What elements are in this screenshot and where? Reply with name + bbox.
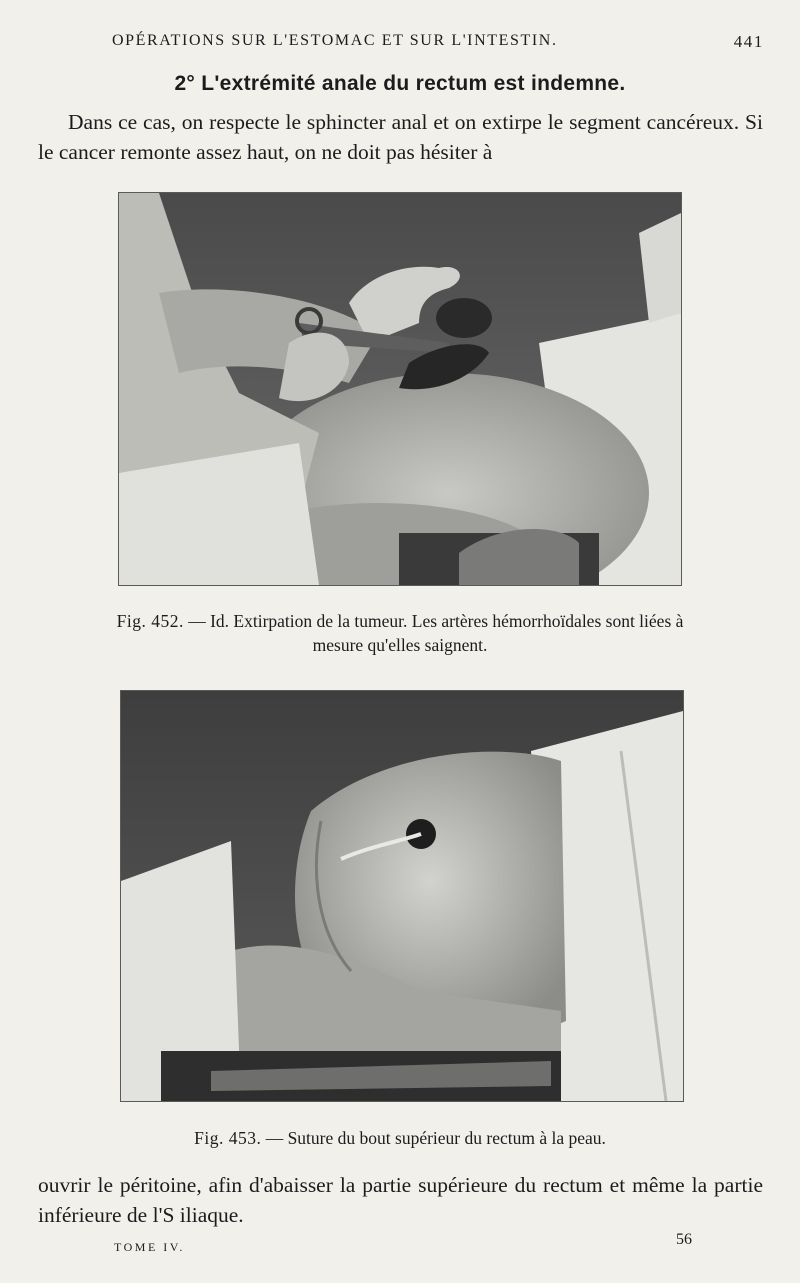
figure-453-caption <box>100 1126 700 1150</box>
volume-mark: TOME IV. <box>114 1240 185 1254</box>
running-header <box>40 32 770 56</box>
section-heading: 2° L'extrémité anale du rectum est indemne. <box>174 72 626 95</box>
figure-452-photo <box>118 192 682 586</box>
figure-453-label: Fig. 453. <box>194 1128 262 1148</box>
signature-mark: 56 <box>676 1231 692 1248</box>
surgery-photo-tumor-extirpation <box>119 193 681 585</box>
figure-453-caption-text: — Suture du bout supérieur du rectum à la peau. <box>265 1128 606 1148</box>
figure-452-caption <box>100 609 700 657</box>
running-title: OPÉRATIONS SUR L'ESTOMAC ET SUR L'INTESTIN. <box>112 32 558 49</box>
surgery-photo-suture <box>121 691 683 1101</box>
page-number: 441 <box>733 32 764 51</box>
paragraph-top: Dans ce cas, on respecte le sphincter anal et on extirpe le segment cancéreux. Si le cancer remonte assez haut, on ne doit pas hésiter à <box>38 110 763 164</box>
figure-452-label: Fig. 452. <box>116 611 184 631</box>
figure-452-caption-text: — Id. Extirpation de la tumeur. Les artères hémorrhoïdales sont liées à mesure qu'elles saignent. <box>188 611 684 655</box>
figure-453-photo <box>120 690 684 1102</box>
paragraph-bottom: ouvrir le péritoine, afin d'abaisser la partie supérieure du rectum et même la partie inférieure de l'S iliaque. <box>38 1173 763 1227</box>
